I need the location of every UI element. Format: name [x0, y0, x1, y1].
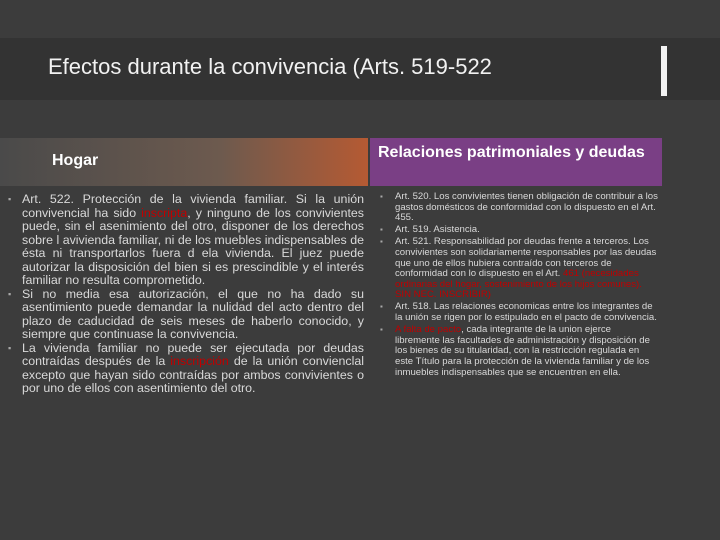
bullet-text-pre: La vivienda familiar no puede ser ejecutada por deudas contraídas después de la — [22, 340, 364, 368]
list-item — [8, 193, 364, 288]
bullet-icon: ▪ — [380, 237, 383, 247]
right-bullet-list — [380, 192, 658, 380]
title-marker-bar — [661, 46, 667, 96]
bullet-text-highlight: 461 (necesidades ordinarias del hogar, sostenimiento de los hijos comunes). SIN NEC. INSCRIBIR) — [395, 268, 642, 301]
left-bullet-list — [8, 193, 364, 396]
list-item — [380, 302, 658, 323]
bullet-text-post: , cada integrante de la union ejerce libremente las facultades de administración y disposición de los bienes de su titularidad, con la restricción regulada en este Título para la protección de la vivienda familiar y de los inmuebles indispensables que se encuentren en ella. — [395, 324, 650, 378]
bullet-icon: ▪ — [380, 325, 383, 335]
bullet-icon: ▪ — [8, 288, 12, 299]
bullet-text-pre: Si no media esa autorización, el que no ha dado su asentimiento puede demandar la nulidad del acto dentro del plazo de caducidad de seis meses de haberlo conocido, y siempre que continuase la convivencia. — [22, 286, 364, 341]
right-header-label: Relaciones patrimoniales y deudas — [378, 144, 645, 161]
bullet-icon: ▪ — [8, 194, 12, 204]
bullet-icon: ▪ — [380, 225, 383, 235]
bullet-text-pre: Art. 520. Los convivientes tienen obligación de contribuir a los gastos domésticos de conformidad con lo dispuesto en el Art. 455. — [395, 191, 658, 224]
bullet-icon: ▪ — [380, 192, 383, 201]
list-item — [380, 192, 658, 224]
list-item — [380, 325, 658, 378]
left-header-label: Hogar — [52, 152, 99, 169]
bullet-text-post: de la unión convienclal excepto que hayan sido contraídas por ambos convivientes o por uno de ellos con asentimiento del otro. — [22, 354, 364, 395]
bullet-text-pre: Art. 521. Responsabilidad por deudas frente a terceros. Los convivientes son solidariamente responsables por las deudas que uno de ellos hubiera contraído con terceros de conformidad con lo dispuesto en el Art. — [395, 236, 657, 280]
bullet-text-highlight: A falta de pacto — [395, 324, 462, 336]
slide-title: Efectos durante la convivencia (Arts. 519-522 — [48, 54, 492, 79]
bullet-text-highlight: inscripción — [170, 354, 229, 368]
bullet-text-highlight: inscripta — [141, 205, 188, 220]
bullet-icon: ▪ — [380, 302, 383, 312]
bullet-icon: ▪ — [8, 342, 12, 353]
list-item — [380, 237, 658, 301]
right-column-header — [370, 138, 662, 186]
bullet-text-pre: Art. 519. Asistencia. — [395, 224, 480, 236]
bullet-text-pre: Art. 518. Las relaciones economicas entre los integrantes de la unión se rigen por lo estipulado en el pacto de convivencia. — [395, 301, 657, 324]
bullet-text-pre: Art. 522. Protección de la vivienda familiar. Si la unión convivencial ha sido — [22, 192, 364, 220]
left-column-header — [0, 138, 368, 186]
list-item — [8, 288, 364, 342]
list-item — [8, 342, 364, 396]
bullet-text-post: , y ninguno de los convivientes puede, sin el asenimiento del otro, disponer de los derechos sobre l avivienda familiar, ni de los muebles indispensables de ésta ni transportarlos fuera d ela vivienda. El juez puede autorizar la disposición del bien si es prescindible y el interés familiar no resulta comprometido. — [22, 205, 364, 287]
list-item — [380, 225, 658, 236]
